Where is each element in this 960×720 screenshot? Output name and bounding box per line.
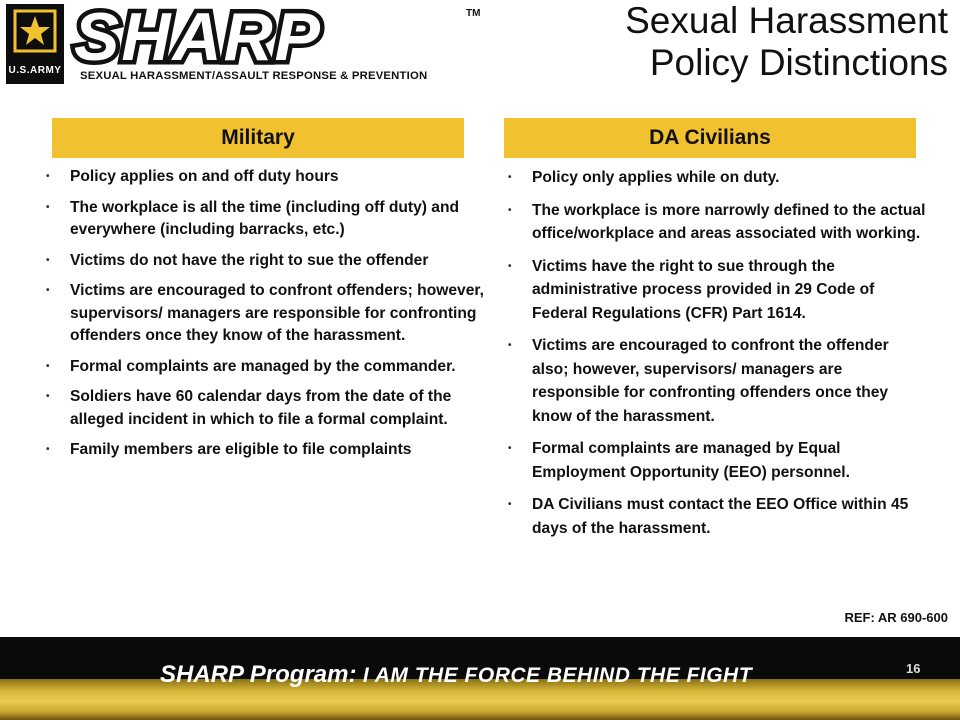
bullet-icon: • [46, 254, 50, 266]
list-item [44, 250, 484, 273]
bullet-icon: • [508, 260, 512, 272]
bullet-text: Formal complaints are managed by Equal Employment Opportunity (EEO) personnel. [532, 440, 850, 481]
bullet-icon: • [508, 499, 512, 510]
list-item [506, 437, 926, 484]
bullet-text: Policy applies on and off duty hours [70, 168, 339, 185]
list-item [506, 255, 926, 326]
sharp-logo-word-outline: SHARP [74, 0, 323, 75]
trademark-mark: TM [466, 8, 481, 19]
list-item [44, 280, 484, 348]
bullet-icon: • [508, 172, 512, 183]
list-item [506, 199, 926, 246]
bullet-text: Soldiers have 60 calendar days from the date of the alleged incident in which to file a formal complaint. [70, 388, 452, 428]
slogan-main: SHARP Program: [160, 661, 357, 688]
military-heading: Military [52, 118, 464, 158]
bullet-icon: • [46, 391, 50, 402]
reference-note: REF: AR 690-600 [844, 610, 948, 625]
list-item [44, 386, 484, 431]
list-item [506, 334, 926, 428]
bullet-icon: • [46, 360, 50, 372]
military-bullet-list [44, 166, 484, 470]
army-star-icon [12, 8, 58, 54]
bullet-icon: • [508, 443, 512, 454]
bullet-text: Family members are eligible to file complaints [70, 441, 412, 458]
bullet-text: Victims are encouraged to confront offenders; however, supervisors/ managers are responsible for confronting offenders once they know of the harassment. [70, 282, 484, 344]
bullet-icon: • [508, 204, 512, 216]
list-item [44, 166, 484, 189]
footer-banner [0, 637, 960, 720]
title-line-1: Sexual Harassment [625, 0, 948, 41]
page-title [528, 0, 948, 84]
bullet-text: Policy only applies while on duty. [532, 169, 780, 186]
civilians-bullet-list [506, 166, 926, 549]
bullet-icon: • [46, 201, 50, 213]
sharp-tagline: SEXUAL HARASSMENT/ASSAULT RESPONSE & PREVENTION [80, 70, 428, 82]
army-logo-text: U.S.ARMY [8, 65, 62, 76]
list-item [44, 197, 484, 242]
bullet-text: Victims have the right to sue through the administrative process provided in 29 Code of Federal Regulations (CFR) Part 1614. [532, 257, 875, 322]
list-item [506, 166, 926, 190]
list-item [44, 439, 484, 462]
title-line-2: Policy Distinctions [649, 42, 948, 83]
civilians-heading: DA Civilians [504, 118, 916, 158]
bullet-icon: • [46, 171, 50, 182]
bullet-text: DA Civilians must contact the EEO Office within 45 days of the harassment. [532, 496, 909, 537]
bullet-text: The workplace is all the time (including off duty) and everywhere (including barracks, etc.) [70, 198, 460, 238]
bullet-icon: • [46, 285, 50, 296]
bullet-icon: • [508, 340, 512, 351]
footer-slogan [160, 661, 752, 689]
page-number: 16 [906, 661, 921, 676]
bullet-text: Victims do not have the right to sue the offender [70, 251, 429, 269]
list-item [44, 356, 484, 379]
bullet-icon: • [46, 444, 50, 455]
list-item [506, 493, 926, 540]
army-logo [6, 4, 64, 84]
bullet-text: Victims are encouraged to confront the offender also; however, supervisors/ managers are responsible for confronting offenders once they know of the harassment. [532, 337, 889, 425]
bullet-text: Formal complaints are managed by the commander. [70, 357, 456, 375]
sharp-logo [70, 2, 480, 84]
slogan-sub: I AM THE FORCE BEHIND THE FIGHT [356, 664, 753, 687]
bullet-text: The workplace is more narrowly defined to the actual office/workplace and areas associated with working. [532, 201, 926, 242]
